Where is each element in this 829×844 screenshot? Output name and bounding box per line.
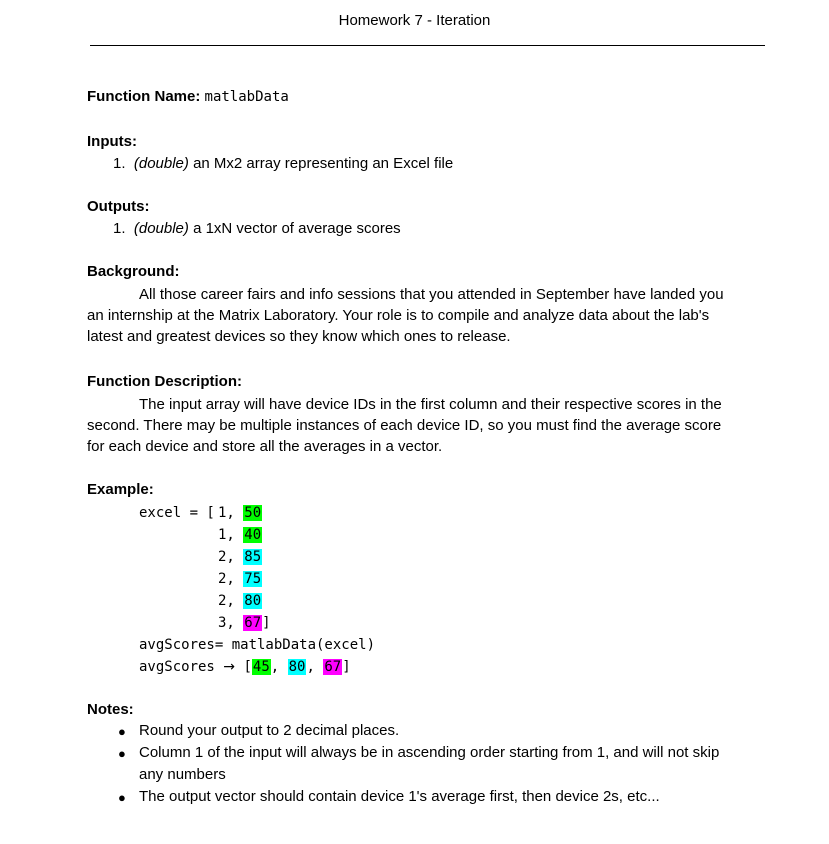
excel-row-score: 85	[244, 549, 262, 565]
background-heading: Background:	[87, 263, 180, 280]
bullet-icon: ●	[118, 724, 126, 739]
background-line-3: latest and greatest devices so they know which ones to release.	[87, 328, 511, 345]
excel-row	[218, 615, 271, 631]
result-value: 45	[252, 659, 270, 675]
result-value: 67	[324, 659, 342, 675]
excel-row	[218, 571, 262, 587]
function-name-line	[87, 88, 289, 105]
result-close-bracket: ]	[342, 659, 351, 675]
excel-row-score: 40	[244, 527, 262, 543]
excel-row	[218, 527, 262, 543]
background-line-2: an internship at the Matrix Laboratory. Your role is to compile and analyze data about the lab's	[87, 307, 710, 324]
example-heading: Example:	[87, 481, 154, 498]
result-separator: ,	[306, 659, 324, 675]
excel-row-score: 75	[244, 571, 262, 587]
result-prefix: avgScores	[139, 659, 215, 675]
excel-row-score: 50	[244, 505, 262, 521]
header-divider	[90, 45, 765, 46]
description-line-3: for each device and store all the averages in a vector.	[87, 438, 443, 455]
note-item-3: The output vector should contain device 1's average first, then device 2s, etc...	[139, 788, 660, 805]
inputs-item-type: (double)	[133, 155, 189, 172]
description-heading: Function Description:	[87, 373, 242, 390]
background-line-1: All those career fairs and info sessions that you attended in September have landed you	[139, 286, 724, 303]
excel-row-id: 1,	[218, 505, 235, 521]
note-item-1: Round your output to 2 decimal places.	[139, 722, 400, 739]
excel-prefix: excel = [	[139, 505, 215, 521]
excel-row	[218, 549, 262, 565]
call-line: avgScores= matlabData(excel)	[139, 637, 376, 653]
inputs-heading: Inputs:	[87, 133, 137, 150]
inputs-item-desc: an Mx2 array representing an Excel file	[193, 155, 454, 172]
excel-row-id: 3,	[218, 615, 235, 631]
inputs-item-number: 1.	[113, 155, 126, 172]
result-value: 80	[288, 659, 306, 675]
note-item-2-line-1: Column 1 of the input will always be in ascending order starting from 1, and will not skip	[139, 744, 720, 761]
excel-row	[218, 593, 262, 609]
function-name-label: Function Name:	[87, 88, 201, 105]
bullet-icon: ●	[118, 790, 126, 805]
inputs-item	[113, 155, 453, 172]
description-line-1: The input array will have device IDs in the first column and their respective scores in the	[139, 396, 722, 413]
result-line	[139, 659, 351, 675]
result-open-bracket: [	[243, 659, 252, 675]
outputs-heading: Outputs:	[87, 198, 150, 215]
function-name-value: matlabData	[204, 89, 289, 105]
outputs-item-number: 1.	[113, 220, 126, 237]
excel-row-id: 2,	[218, 571, 235, 587]
excel-row-id: 1,	[218, 527, 235, 543]
description-line-2: second. There may be multiple instances of each device ID, so you must find the average score	[87, 417, 722, 434]
outputs-item-desc: a 1xN vector of average scores	[193, 220, 401, 237]
excel-row-score: 67	[244, 615, 262, 631]
excel-row	[218, 505, 262, 521]
excel-row-id: 2,	[218, 549, 235, 565]
notes-heading: Notes:	[87, 701, 134, 718]
excel-row-score: 80	[244, 593, 262, 609]
arrow-icon: →	[223, 659, 236, 675]
outputs-item-type: (double)	[133, 220, 189, 237]
result-separator: ,	[270, 659, 288, 675]
outputs-item	[113, 220, 401, 237]
bullet-icon: ●	[118, 746, 126, 761]
excel-row-id: 2,	[218, 593, 235, 609]
page-header-title: Homework 7 - Iteration	[338, 12, 491, 29]
note-item-2-line-2: any numbers	[139, 766, 226, 783]
excel-close-bracket: ]	[262, 615, 271, 631]
